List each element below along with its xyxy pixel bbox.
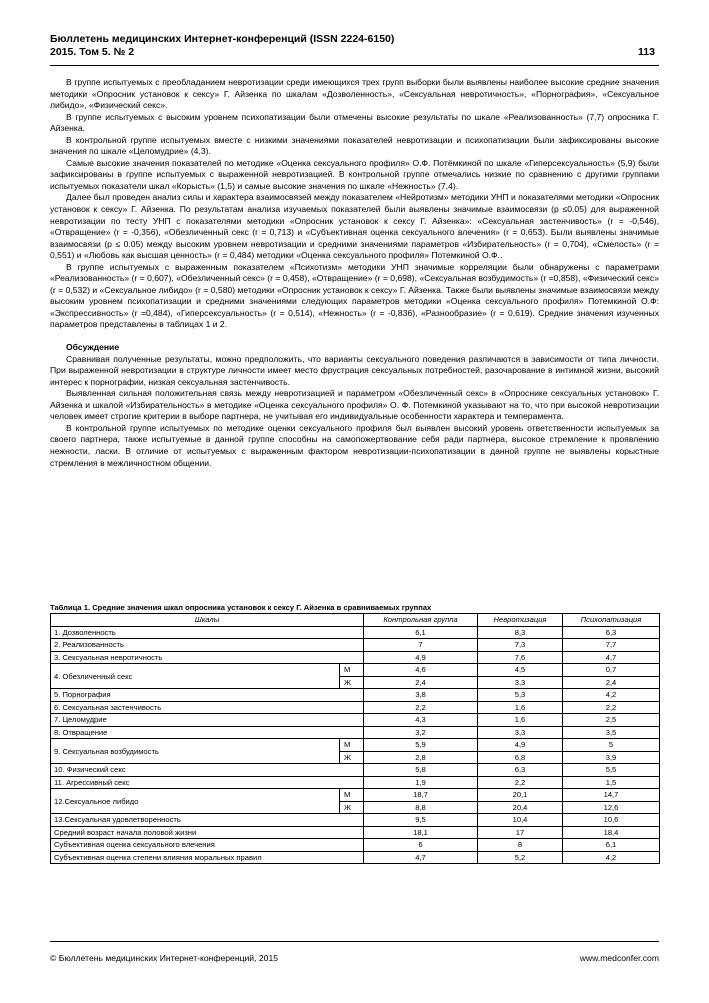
value-cell: 18,4 bbox=[563, 826, 660, 839]
value-cell: 18,7 bbox=[364, 789, 478, 802]
value-cell: 20,4 bbox=[478, 801, 563, 814]
table-row bbox=[51, 851, 660, 864]
row-label: Субъективная оценка степени влияния моральных правил bbox=[51, 851, 364, 864]
row-label: 2. Реализованность bbox=[51, 639, 364, 652]
table-caption: Таблица 1. Средние значения шкал опросника установок к сексу Г. Айзенка в сравниваемых группах bbox=[50, 603, 432, 612]
sex-label: Ж bbox=[340, 676, 364, 689]
site-url: www.medconfer.com bbox=[579, 953, 659, 963]
value-cell: 5,9 bbox=[364, 739, 478, 752]
value-cell: 3,2 bbox=[364, 726, 478, 739]
journal-issue: 2015. Том 5. № 2 bbox=[50, 46, 135, 58]
value-cell: 3,8 bbox=[364, 689, 478, 702]
value-cell: 6,1 bbox=[364, 626, 478, 639]
value-cell: 3,3 bbox=[478, 726, 563, 739]
table-row bbox=[51, 714, 660, 727]
page-number: 113 bbox=[638, 46, 655, 58]
value-cell: 0,7 bbox=[563, 664, 660, 677]
table-row bbox=[51, 826, 660, 839]
value-cell: 2,4 bbox=[364, 676, 478, 689]
discussion-paragraph: В контрольной группе испытуемых по методике оценки сексуального профиля был выявлен высокий уровень ответственности испытуемых за своего партнера, также испытуемые в данной группе способны на самопожертвование себя ради партнера, высокое стремление к проявлению нежности, ласки. В отличие от испытуемых с выраженным фактором невротизации-психопатизации в данной группе не выявлены корыстные стремления в межличностном общении. bbox=[50, 422, 659, 468]
table-row bbox=[51, 651, 660, 664]
value-cell: 4,9 bbox=[364, 651, 478, 664]
value-cell: 3,3 bbox=[478, 676, 563, 689]
value-cell: 20,1 bbox=[478, 789, 563, 802]
value-cell: 1,6 bbox=[478, 714, 563, 727]
value-cell: 2,4 bbox=[563, 676, 660, 689]
header-rule bbox=[50, 65, 659, 66]
body-paragraph: Далее был проведен анализ силы и характера взаимосвязей между показателем «Нейротизм» методики УНП и показателями методики «Опросник установок к сексу» Г. Айзенка. По результатам анализа изучаемых показателей были выявлены значимые взаимосвязи (p ≤0.05) для выраженной невротизации по тесту УНП с показателями методики «Опросник установок к сексу Г. Айзенка»: «Сексуальная застенчивость» (r = -0,546), «Отвращение» (r = -0,356), «Обезличенный секс (r = 0,713) и «Субъективная оценка сексуального влечения» (r = 0,653). Были выявлены значимые взаимосвязи (p ≤ 0.05) между высоким уровнем невротизации и средними значениями параметров «Избирательность» (r = 0,704), «Смелость» (r = 0,551) и «Любовь как высшая ценность» (r = 0,484) методики «Оценка сексуального профиля» Потемкиной О.Ф.. bbox=[50, 192, 659, 261]
value-cell: 1,9 bbox=[364, 776, 478, 789]
table-row bbox=[51, 626, 660, 639]
value-cell: 5,5 bbox=[563, 764, 660, 777]
table-row bbox=[51, 689, 660, 702]
value-cell: 2,2 bbox=[478, 776, 563, 789]
table-row bbox=[51, 776, 660, 789]
value-cell: 2,2 bbox=[364, 701, 478, 714]
value-cell: 2,2 bbox=[563, 701, 660, 714]
value-cell: 4,6 bbox=[364, 664, 478, 677]
journal-title: Бюллетень медицинских Интернет-конференций (ISSN 2224-6150) bbox=[50, 33, 395, 45]
value-cell: 6,1 bbox=[563, 839, 660, 852]
page-footer bbox=[50, 953, 659, 963]
article-body bbox=[50, 77, 659, 469]
value-cell: 4,9 bbox=[478, 739, 563, 752]
value-cell: 1,5 bbox=[563, 776, 660, 789]
footer-rule bbox=[50, 941, 659, 942]
row-label: 8. Отвращение bbox=[51, 726, 364, 739]
row-label: 11. Агрессивный секс bbox=[51, 776, 364, 789]
sex-label: Ж bbox=[340, 801, 364, 814]
discussion-paragraph: Сравнивая полученные результаты, можно предположить, что варианты сексуального поведения различаются в зависимости от типа личности. При выраженной невротизации в структуре личности имеет место фрустрация сексуальных потребностей, разочарование в интимной жизни, высокий интерес к порнографии, низкая сексуальная застенчивость. bbox=[50, 353, 659, 387]
body-paragraph: В контрольной группе испытуемых вместе с низкими значениями показателей невротизации и психопатизации были зафиксированы высокие значения по шкале «Целомудрие» (4,3). bbox=[50, 134, 659, 157]
row-label: 6. Сексуальная застенчивость bbox=[51, 701, 364, 714]
value-cell: 4,2 bbox=[563, 851, 660, 864]
table-row bbox=[51, 839, 660, 852]
sex-label: М bbox=[340, 789, 364, 802]
table-row bbox=[51, 726, 660, 739]
value-cell: 10,6 bbox=[563, 814, 660, 827]
sex-label: Ж bbox=[340, 751, 364, 764]
value-cell: 5,3 bbox=[478, 689, 563, 702]
discussion-paragraph: Выявленная сильная положительная связь между невротизацией и параметром «Обезличенный секс» в «Опроснике сексуальных установок» Г. Айзенка и шкалой «Избирательность» в методике «Оценка сексуального профиля» О. Ф. Потемкиной указывают на то, что при высокой невротизации человек имеет строгие критерии в выборе партнера, не учитывая его индивидуальные особенности характера и темперамента. bbox=[50, 388, 659, 422]
value-cell: 2,5 bbox=[563, 714, 660, 727]
copyright: © Бюллетень медицинских Интернет-конференций, 2015 bbox=[50, 953, 279, 963]
table-row bbox=[51, 814, 660, 827]
sex-label: М bbox=[340, 664, 364, 677]
value-cell: 4,7 bbox=[563, 651, 660, 664]
body-paragraph: В группе испытуемых с выраженным показателем «Психотизм» методики УНП значимые корреляции были обнаружены с параметрами «Реализованность» (r = 0,607), «Обезличенный секс» (r = 0,458), «Отвращение» (r = 0,698), «Сексуальная возбудимость» (r =0,858), «Физический секс» (r = 0,532) и «Сексуальное либидо» (r = 0,580) методики «Опросник установок к сексу» Г. Айзенка. Также были выявлены значимые взаимосвязи между высоким уровнем психопатизации и средними значениями следующих параметров методики «Оценка сексуального профиля» Потемкиной О.Ф: «Экспрессивность» (r =0,484), «Гиперсексуальность» (r = 0,514), «Нежность» (r = -0,836), «Разнообразие» (r = 0,619). Средние значения изученных параметров представлены в таблицах 1 и 2. bbox=[50, 261, 659, 330]
value-cell: 4,3 bbox=[364, 714, 478, 727]
body-paragraph: В группе испытуемых с преобладанием невротизации среди имеющихся трех групп выборки были выявлены наиболее высокие средние значения методики «Опросник установок к сексу» Г. Айзенка по шкалам «Дозволенность», «Сексуальная невротичность», «Порнография», «Сексуальное либидо», «Физический секс». bbox=[50, 77, 659, 111]
table-row bbox=[51, 789, 660, 802]
value-cell: 6,8 bbox=[478, 751, 563, 764]
row-label: 10. Физический секс bbox=[51, 764, 364, 777]
table-row bbox=[51, 701, 660, 714]
value-cell: 7,7 bbox=[563, 639, 660, 652]
row-label: 5. Порнография bbox=[51, 689, 364, 702]
value-cell: 8,3 bbox=[478, 626, 563, 639]
table-row bbox=[51, 639, 660, 652]
value-cell: 4,2 bbox=[563, 689, 660, 702]
column-header: Невротизация bbox=[478, 614, 563, 627]
row-label: 12.Сексуальное либидо bbox=[51, 789, 340, 814]
table-row bbox=[51, 764, 660, 777]
body-paragraph: Самые высокие значения показателей по методике «Оценка сексуального профиля» О.Ф. Потёмкиной по шкале «Гиперсексуальность» (5,9) были зафиксированы в группе испытуемых с выраженной невротизацией. В контрольной группе отмечались низкие по сравнению с другими группами испытуемых показатели шкал «Корысть» (1,5) и самые высокие значения по шкале «Нежность» (7,4). bbox=[50, 157, 659, 191]
value-cell: 1,6 bbox=[478, 701, 563, 714]
value-cell: 6 bbox=[364, 839, 478, 852]
value-cell: 7,6 bbox=[478, 651, 563, 664]
row-label: 1. Дозволенность bbox=[51, 626, 364, 639]
value-cell: 5,2 bbox=[478, 851, 563, 864]
value-cell: 8 bbox=[478, 839, 563, 852]
row-label: 4. Обезличенный секс bbox=[51, 664, 340, 689]
row-label: 13.Сексуальная удовлетворенность bbox=[51, 814, 364, 827]
value-cell: 5,8 bbox=[364, 764, 478, 777]
column-header: Психопатизация bbox=[563, 614, 660, 627]
value-cell: 7 bbox=[364, 639, 478, 652]
value-cell: 3,5 bbox=[563, 726, 660, 739]
value-cell: 9,5 bbox=[364, 814, 478, 827]
column-header: Шкалы bbox=[51, 614, 364, 627]
row-label: 9. Сексуальная возбудимость bbox=[51, 739, 340, 764]
section-heading-discussion: Обсуждение bbox=[66, 342, 120, 353]
value-cell: 6,3 bbox=[563, 626, 660, 639]
value-cell: 4,7 bbox=[364, 851, 478, 864]
row-label: Субъективная оценка сексуального влечения bbox=[51, 839, 364, 852]
value-cell: 4,5 bbox=[478, 664, 563, 677]
value-cell: 14,7 bbox=[563, 789, 660, 802]
value-cell: 17 bbox=[478, 826, 563, 839]
value-cell: 10,4 bbox=[478, 814, 563, 827]
value-cell: 18,1 bbox=[364, 826, 478, 839]
value-cell: 8,8 bbox=[364, 801, 478, 814]
value-cell: 7,3 bbox=[478, 639, 563, 652]
row-label: 3. Сексуальная невротичность bbox=[51, 651, 364, 664]
table-row bbox=[51, 664, 660, 677]
row-label: Средний возраст начала половой жизни bbox=[51, 826, 364, 839]
table-row bbox=[51, 739, 660, 752]
value-cell: 2,8 bbox=[364, 751, 478, 764]
value-cell: 12,6 bbox=[563, 801, 660, 814]
value-cell: 3,9 bbox=[563, 751, 660, 764]
row-label: 7. Целомудрие bbox=[51, 714, 364, 727]
column-header: Контрольная группа bbox=[364, 614, 478, 627]
value-cell: 5 bbox=[563, 739, 660, 752]
sex-label: М bbox=[340, 739, 364, 752]
results-table bbox=[50, 613, 660, 864]
page-header bbox=[50, 33, 657, 63]
body-paragraph: В группе испытуемых с высоким уровнем психопатизации были отмечены высокие результаты по шкале «Реализованность» (7,7) опросника Г. Айзенка. bbox=[50, 111, 659, 134]
table-header-row bbox=[51, 614, 660, 627]
value-cell: 6,3 bbox=[478, 764, 563, 777]
